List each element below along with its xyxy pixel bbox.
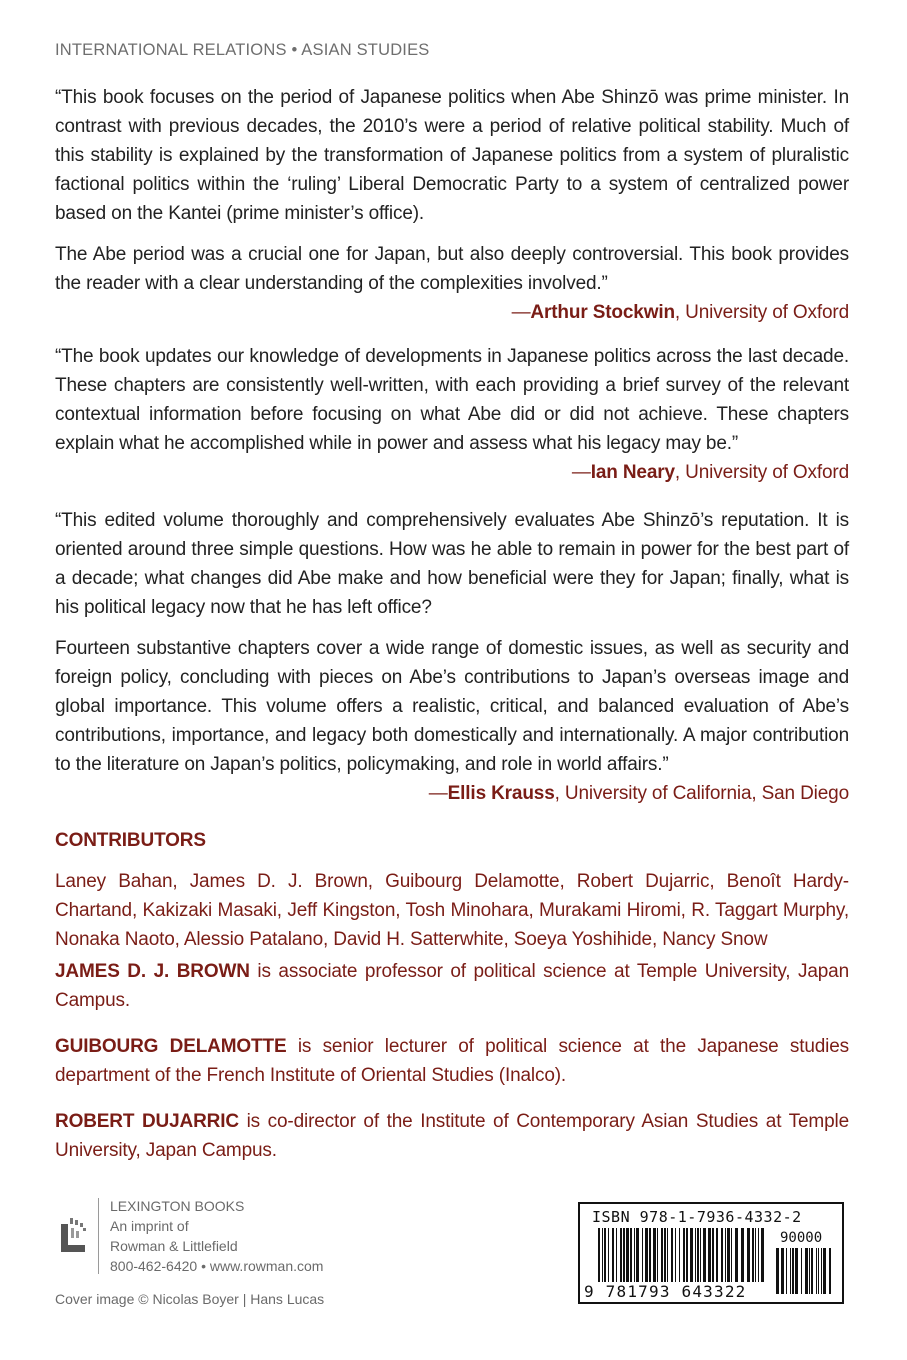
- review-1: [55, 83, 849, 327]
- barcode-bar: [776, 1248, 779, 1294]
- contributors-section: [55, 826, 849, 966]
- editor-name: ROBERT DUJARRIC: [55, 1111, 239, 1132]
- barcode-bar: [645, 1228, 648, 1282]
- barcode-bar: [716, 1228, 718, 1282]
- barcode-bar: [598, 1228, 600, 1282]
- barcode-digits: 9 781793 643322: [584, 1282, 747, 1301]
- barcode-bar: [708, 1228, 711, 1282]
- review-paragraph: “This edited volume thoroughly and comprehensively evaluates Abe Shinzō’s reputation. It is oriented around three simple questions. How was he able to remain in power for the best part of a decade; what changes did Abe make and how beneficial were they for Japan; finally, what is his political legacy now that he has left office?: [55, 510, 849, 618]
- barcode-bar: [697, 1228, 699, 1282]
- barcode-bar: [630, 1228, 632, 1282]
- barcode-bar: [604, 1228, 606, 1282]
- barcode-bar: [755, 1228, 756, 1282]
- barcode-bar: [642, 1228, 643, 1282]
- review-attribution: —Ellis Krauss, University of California, San Diego: [428, 783, 849, 804]
- barcode-bar: [727, 1228, 730, 1282]
- isbn-barcode: [578, 1202, 844, 1304]
- barcode-bar: [801, 1248, 802, 1294]
- barcode-bar: [690, 1228, 693, 1282]
- contributors-list: Laney Bahan, James D. J. Brown, Guibourg Delamotte, Robert Dujarric, Benoît Hardy-Chartand, Kakizaki Masaki, Jeff Kingston, Tosh Minohara, Murakami Hiromi, R. Taggart Murphy, Nonaka Naoto, Alessio Patalano, David H. Satterwhite, Soeya Yoshihide, Nancy Snow: [55, 871, 849, 950]
- review-2: [55, 342, 849, 487]
- barcode-bar: [818, 1248, 819, 1294]
- barcode-bar: [712, 1228, 714, 1282]
- barcode-bar: [695, 1228, 696, 1282]
- review-3: [55, 506, 849, 808]
- reviewer-name: Ellis Krauss: [447, 783, 555, 804]
- barcode-bar: [679, 1228, 680, 1282]
- barcode-bar: [608, 1228, 609, 1282]
- barcode-bar: [795, 1248, 798, 1294]
- editor-name: JAMES D. J. BROWN: [55, 961, 250, 982]
- cover-credit: Cover image © Nicolas Boyer | Hans Lucas: [55, 1291, 325, 1307]
- publisher-name: LEXINGTON BOOKS: [110, 1198, 245, 1214]
- barcode-addon-bars: [776, 1248, 832, 1294]
- barcode-bar: [790, 1248, 791, 1294]
- reviewer-name: Ian Neary: [590, 462, 675, 483]
- barcode-bars: [598, 1228, 768, 1282]
- barcode-bar: [731, 1228, 732, 1282]
- publisher-divider: [98, 1198, 99, 1274]
- editor-bio: JAMES D. J. BROWN is associate professor of political science at Temple University, Japan Campus.: [55, 961, 849, 1011]
- barcode-bar: [675, 1228, 676, 1282]
- barcode-bar: [792, 1248, 794, 1294]
- barcode-bar: [636, 1228, 639, 1282]
- barcode-bar: [761, 1228, 764, 1282]
- barcode-bar: [781, 1248, 784, 1294]
- reviewer-affiliation: , University of Oxford: [674, 462, 849, 483]
- barcode-bar: [602, 1228, 603, 1282]
- barcode-bar: [634, 1228, 635, 1282]
- barcode-bar: [653, 1228, 656, 1282]
- barcode-bar: [616, 1228, 617, 1282]
- barcode-bar: [671, 1228, 673, 1282]
- publisher-text: [110, 1196, 323, 1276]
- barcode-bar: [725, 1228, 726, 1282]
- editor-bio: GUIBOURG DELAMOTTE is senior lecturer of political science at the Japanese studies department of the French Institute of Oriental Studies (Inalco).: [55, 1036, 849, 1086]
- review-attribution: —Ian Neary, University of Oxford: [571, 462, 849, 483]
- barcode-bar: [721, 1228, 723, 1282]
- lexington-logo-icon: [55, 1214, 89, 1256]
- barcode-bar: [823, 1248, 826, 1294]
- barcode-bar: [758, 1228, 759, 1282]
- publisher-contact: 800-462-6420 • www.rowman.com: [110, 1258, 324, 1274]
- barcode-bar: [686, 1228, 688, 1282]
- barcode-bar: [816, 1248, 817, 1294]
- barcode-bar: [821, 1248, 822, 1294]
- review-paragraph: “The book updates our knowledge of developments in Japanese politics across the last decade. These chapters are consistently well-written, with each providing a brief survey of the relevant contextual information before focusing on what Abe did or did not achieve. These chapters explain what he accomplished while in power and assess what his legacy may be.”: [55, 346, 849, 454]
- reviewer-affiliation: , University of Oxford: [674, 302, 849, 323]
- barcode-bar: [612, 1228, 614, 1282]
- review-paragraph: “This book focuses on the period of Japanese politics when Abe Shinzō was prime minister. In contrast with previous decades, the 2010’s were a period of relative political stability. Much of this stability is explained by the transformation of Japanese politics from a system of pluralistic factional politics within the ‘ruling’ Liberal Democratic Party to a system of centralized power based on the Kantei (prime minister’s office).: [55, 87, 849, 224]
- barcode-bar: [811, 1248, 813, 1294]
- barcode-bar: [786, 1248, 787, 1294]
- publisher-imprint: An imprint of: [110, 1218, 189, 1234]
- barcode-bar: [805, 1248, 808, 1294]
- barcode-bar: [664, 1228, 666, 1282]
- editor-bio: ROBERT DUJARRIC is co-director of the Institute of Contemporary Asian Studies at Temple University, Japan Campus.: [55, 1111, 849, 1161]
- barcode-bar: [700, 1228, 701, 1282]
- barcode-bar: [683, 1228, 685, 1282]
- barcode-bar: [649, 1228, 651, 1282]
- barcode-bar: [735, 1228, 738, 1282]
- barcode-bar: [623, 1228, 625, 1282]
- barcode-bar: [626, 1228, 629, 1282]
- editor-name: GUIBOURG DELAMOTTE: [55, 1036, 287, 1057]
- barcode-bar: [829, 1248, 831, 1294]
- publisher-block: [55, 1194, 355, 1280]
- reviewer-name: Arthur Stockwin: [530, 302, 675, 323]
- review-attribution: —Arthur Stockwin, University of Oxford: [511, 302, 849, 323]
- barcode-addon-number: 90000: [780, 1230, 823, 1246]
- barcode-bar: [809, 1248, 810, 1294]
- editors-section: [55, 957, 849, 1177]
- barcode-bar: [667, 1228, 668, 1282]
- barcode-bar: [620, 1228, 622, 1282]
- review-paragraph: The Abe period was a crucial one for Japan, but also deeply controversial. This book provides the reader with a clear understanding of the complexities involved.”: [55, 244, 849, 294]
- barcode-bar: [752, 1228, 754, 1282]
- publisher-parent: Rowman & Littlefield: [110, 1238, 238, 1254]
- barcode-bar: [657, 1228, 658, 1282]
- barcode-bar: [741, 1228, 744, 1282]
- isbn-text: ISBN 978-1-7936-4332-2: [592, 1208, 802, 1226]
- barcode-bar: [661, 1228, 663, 1282]
- barcode-bar: [703, 1228, 706, 1282]
- review-paragraph: Fourteen substantive chapters cover a wide range of domestic issues, as well as security and foreign policy, concluding with pieces on Abe’s contributions to Japan’s overseas image and global importance. This volume offers a realistic, critical, and balanced evaluation of Abe’s contributions, importance, and legacy both domestically and internationally. A major contribution to the literature on Japan’s politics, policymaking, and role in world affairs.”: [55, 638, 849, 775]
- barcode-bar: [747, 1228, 750, 1282]
- contributors-heading: CONTRIBUTORS: [55, 830, 206, 851]
- category-label: INTERNATIONAL RELATIONS • ASIAN STUDIES: [55, 41, 430, 59]
- reviewer-affiliation: , University of California, San Diego: [554, 783, 849, 804]
